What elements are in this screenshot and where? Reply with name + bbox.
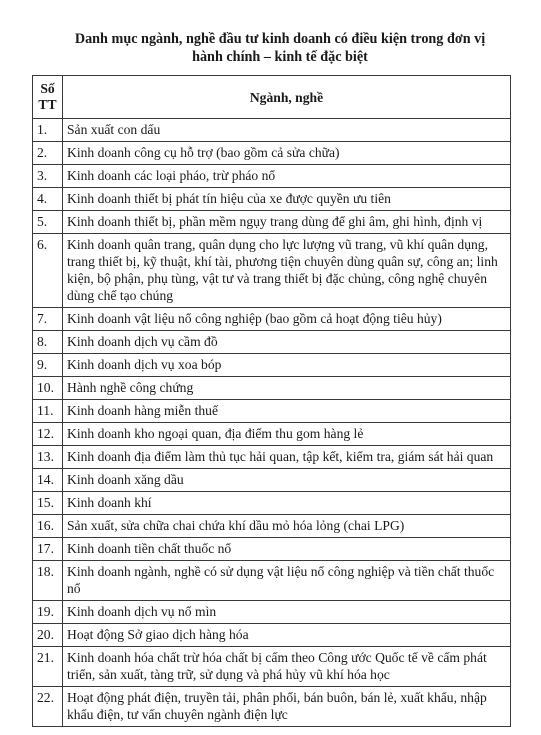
table-row bbox=[33, 446, 511, 469]
table-row bbox=[33, 624, 511, 647]
document-title: Danh mục ngành, nghề đầu tư kinh doanh có điều kiện trong đơn vị hành chính – kinh tế đặc biệt bbox=[74, 31, 486, 65]
table-row bbox=[33, 142, 511, 165]
row-stt: 3. bbox=[33, 165, 63, 188]
row-stt: 9. bbox=[33, 354, 63, 377]
row-stt: 19. bbox=[33, 601, 63, 624]
table-row bbox=[33, 515, 511, 538]
row-stt: 12. bbox=[33, 423, 63, 446]
table-header-row bbox=[33, 76, 511, 119]
row-name: Kinh doanh khí bbox=[63, 492, 511, 515]
row-name: Kinh doanh kho ngoại quan, địa điểm thu gom hàng lẻ bbox=[63, 423, 511, 446]
row-stt: 17. bbox=[33, 538, 63, 561]
row-stt: 22. bbox=[33, 687, 63, 727]
row-stt: 21. bbox=[33, 647, 63, 687]
row-name: Kinh doanh xăng dầu bbox=[63, 469, 511, 492]
row-name: Hoạt động Sở giao dịch hàng hóa bbox=[63, 624, 511, 647]
row-stt: 10. bbox=[33, 377, 63, 400]
row-stt: 4. bbox=[33, 188, 63, 211]
table-row bbox=[33, 211, 511, 234]
table-row bbox=[33, 647, 511, 687]
row-name: Kinh doanh các loại pháo, trừ pháo nổ bbox=[63, 165, 511, 188]
row-name: Sản xuất, sửa chữa chai chứa khí dầu mỏ hóa lỏng (chai LPG) bbox=[63, 515, 511, 538]
row-name: Kinh doanh hàng miễn thuế bbox=[63, 400, 511, 423]
row-name: Kinh doanh ngành, nghề có sử dụng vật liệu nổ công nghiệp và tiền chất thuốc nổ bbox=[63, 561, 511, 601]
row-stt: 16. bbox=[33, 515, 63, 538]
row-stt: 6. bbox=[33, 234, 63, 308]
row-name: Kinh doanh dịch vụ xoa bóp bbox=[63, 354, 511, 377]
table-row bbox=[33, 687, 511, 727]
row-stt: 1. bbox=[33, 119, 63, 142]
row-stt: 13. bbox=[33, 446, 63, 469]
row-name: Kinh doanh công cụ hỗ trợ (bao gồm cả sửa chữa) bbox=[63, 142, 511, 165]
table-row bbox=[33, 354, 511, 377]
row-name: Kinh doanh thiết bị phát tín hiệu của xe được quyền ưu tiên bbox=[63, 188, 511, 211]
row-name: Kinh doanh vật liệu nổ công nghiệp (bao gồm cả hoạt động tiêu hủy) bbox=[63, 308, 511, 331]
header-name: Ngành, nghề bbox=[63, 76, 511, 119]
table-row bbox=[33, 469, 511, 492]
row-stt: 8. bbox=[33, 331, 63, 354]
table-row bbox=[33, 165, 511, 188]
table-row bbox=[33, 119, 511, 142]
row-name: Kinh doanh hóa chất trừ hóa chất bị cấm theo Công ước Quốc tế về cấm phát triển, sản xuất, tàng trữ, sử dụng và phá hủy vũ khí hóa học bbox=[63, 647, 511, 687]
header-stt-line2: TT bbox=[38, 97, 57, 112]
table-row bbox=[33, 601, 511, 624]
table-row bbox=[33, 377, 511, 400]
row-name: Hoạt động phát điện, truyền tải, phân phối, bán buôn, bán lẻ, xuất khẩu, nhập khẩu điện, tư vấn chuyên ngành điện lực bbox=[63, 687, 511, 727]
row-name: Hành nghề công chứng bbox=[63, 377, 511, 400]
table-row bbox=[33, 423, 511, 446]
row-stt: 14. bbox=[33, 469, 63, 492]
table-row bbox=[33, 400, 511, 423]
row-name: Kinh doanh địa điểm làm thủ tục hải quan, tập kết, kiểm tra, giám sát hải quan bbox=[63, 446, 511, 469]
table-row bbox=[33, 308, 511, 331]
row-name: Kinh doanh quân trang, quân dụng cho lực lượng vũ trang, vũ khí quân dụng, trang thiết bị, kỹ thuật, khí tài, phương tiện chuyên dùng quân sự, công an; linh kiện, bộ phận, phụ tùng, vật tư và trang thiết bị đặc chủng, công nghệ chuyên dùng chế tạo chúng bbox=[63, 234, 511, 308]
row-stt: 18. bbox=[33, 561, 63, 601]
row-name: Sản xuất con dấu bbox=[63, 119, 511, 142]
row-stt: 2. bbox=[33, 142, 63, 165]
table-row bbox=[33, 188, 511, 211]
table-body bbox=[33, 119, 511, 727]
row-name: Kinh doanh dịch vụ nổ mìn bbox=[63, 601, 511, 624]
table-row bbox=[33, 492, 511, 515]
header-stt bbox=[33, 76, 63, 119]
table-row bbox=[33, 331, 511, 354]
business-list-table bbox=[32, 75, 511, 727]
table-row bbox=[33, 561, 511, 601]
row-name: Kinh doanh tiền chất thuốc nổ bbox=[63, 538, 511, 561]
header-stt-line1: Số bbox=[40, 81, 55, 96]
table-row bbox=[33, 538, 511, 561]
row-stt: 7. bbox=[33, 308, 63, 331]
row-stt: 5. bbox=[33, 211, 63, 234]
row-name: Kinh doanh dịch vụ cầm đồ bbox=[63, 331, 511, 354]
table-row bbox=[33, 234, 511, 308]
row-stt: 15. bbox=[33, 492, 63, 515]
row-stt: 20. bbox=[33, 624, 63, 647]
row-name: Kinh doanh thiết bị, phần mềm ngụy trang dùng để ghi âm, ghi hình, định vị bbox=[63, 211, 511, 234]
row-stt: 11. bbox=[33, 400, 63, 423]
